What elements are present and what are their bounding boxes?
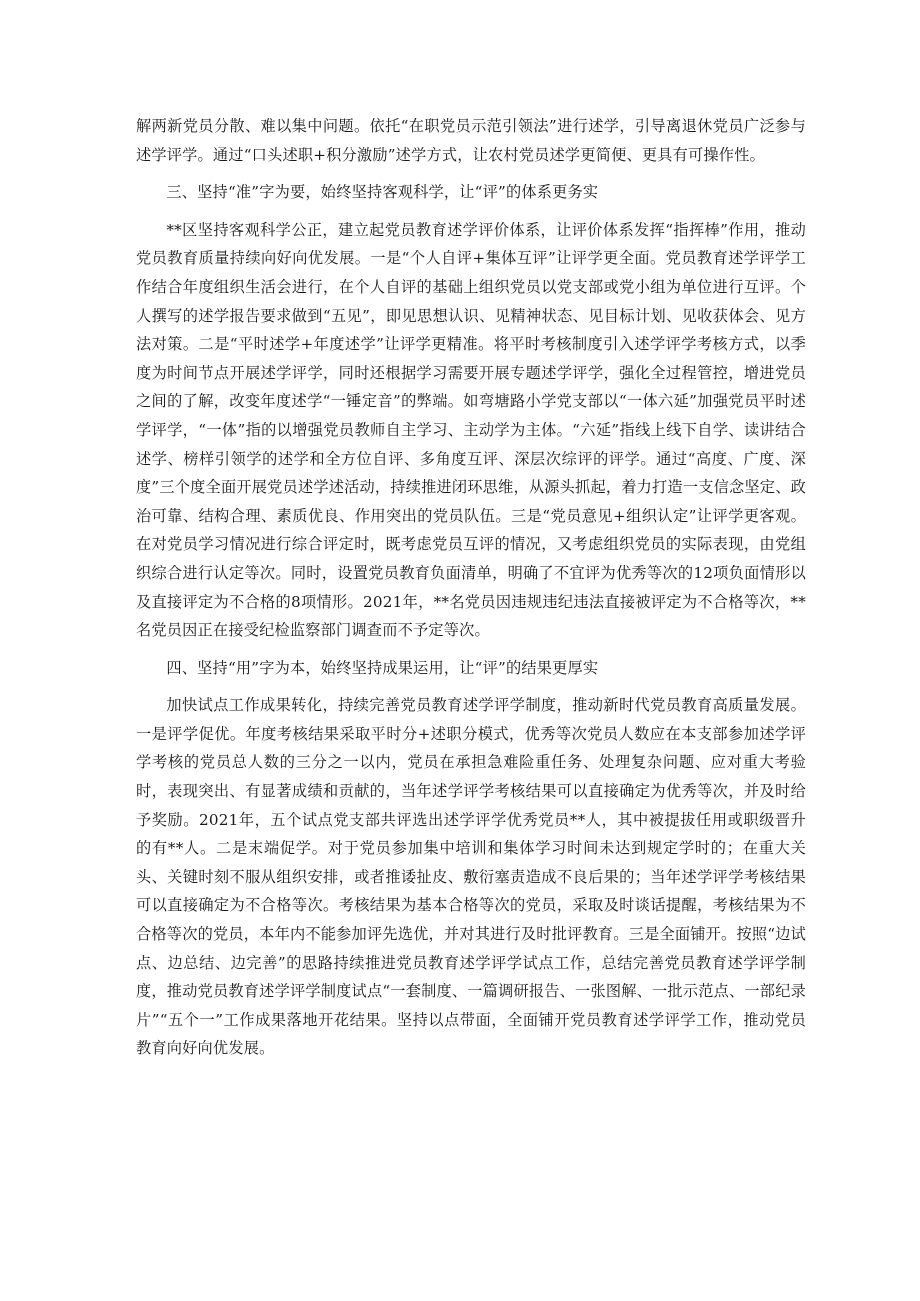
document-page	[136, 112, 806, 1072]
section-3-heading: 三、坚持“准”字为要，始终坚持客观科学，让“评”的体系更务实	[166, 183, 599, 202]
continuation-paragraph: 解两新党员分散、难以集中问题。依托“在职党员示范引领法”进行述学，引导离退休党员广泛参与述学评学。通过“口头述职+积分激励”述学方式，让农村党员述学更简便、更具有可操作性。	[136, 117, 806, 164]
section-4-body: 加快试点工作成果转化，持续完善党员教育述学评学制度，推动新时代党员教育高质量发展。一是评学促优。年度考核结果采取平时分+述职分模式，优秀等次党员人数应在本支部参加述学评学考核的党员总人数的三分之一以内，党员在承担急难险重任务、处理复杂问题、应对重大考验时，表现突出、有显著成绩和贡献的，当年述学评学考核结果可以直接确定为优秀等次，并及时给予奖励。2021年，五个试点党支部共评选出述学评学优秀党员**人，其中被提拔任用或职级晋升的有**人。二是末端促学。对于党员参加集中培训和集体学习时间未达到规定学时的；在重大关头、关键时刻不服从组织安排，或者推诿扯皮、敷衍塞责造成不良后果的；当年述学评学考核结果可以直接确定为不合格等次。考核结果为基本合格等次的党员，采取及时谈话提醒，考核结果为不合格等次的党员，本年内不能参加评先选优，并对其进行及时批评教育。三是全面铺开。按照“边试点、边总结、边完善”的思路持续推进党员教育述学评学试点工作，总结完善党员教育述学评学制度，推动党员教育述学评学制度试点“一套制度、一篇调研报告、一张图解、一批示范点、一部纪录片”“五个一”工作成果落地开花结果。坚持以点带面，全面铺开党员教育述学评学工作，推动党员教育向好向优发展。	[136, 696, 806, 1058]
section-4-heading: 四、坚持“用”字为本，始终坚持成果运用，让“评”的结果更厚实	[166, 658, 599, 677]
section-3-body: **区坚持客观科学公正，建立起党员教育述学评价体系，让评价体系发挥“指挥棒”作用，推动党员教育质量持续向好向优发展。一是“个人自评+集体互评”让评学更全面。党员教育述学评学工作结合年度组织生活会进行，在个人自评的基础上组织党员以党支部或党小组为单位进行互评。个人撰写的述学报告要求做到“五见”，即见思想认识、见精神状态、见目标计划、见收获体会、见方法对策。二是“平时述学+年度述学”让评学更精准。将平时考核制度引入述学评学考核方式，以季度为时间节点开展述学评学，同时还根据学习需要开展专题述学评学，强化全过程管控，增进党员之间的了解，改变年度述学“一锤定音”的弊端。如弯塘路小学党支部以“一体六延”加强党员平时述学评学，“一体”指的以增强党员教师自主学习、主动学为主体。“六延”指线上线下自学、读讲结合述学、榜样引领学的述学和全方位自评、多角度互评、深层次综评的评学。通过“高度、广度、深度”三个度全面开展党员述学述活动，持续推进闭环思维，从源头抓起，着力打造一支信念坚定、政治可靠、结构合理、素质优良、作用突出的党员队伍。三是“党员意见+组织认定”让评学更客观。在对党员学习情况进行综合评定时，既考虑党员互评的情况，又考虑组织党员的实际表现，由党组织综合进行认定等次。同时，设置党员教育负面清单，明确了不宜评为优秀等次的12项负面情形以及直接评定为不合格的8项情形。2021年，**名党员因违规违纪违法直接被评定为不合格等次，**名党员因正在接受纪检监察部门调查而不予定等次。	[136, 220, 806, 640]
